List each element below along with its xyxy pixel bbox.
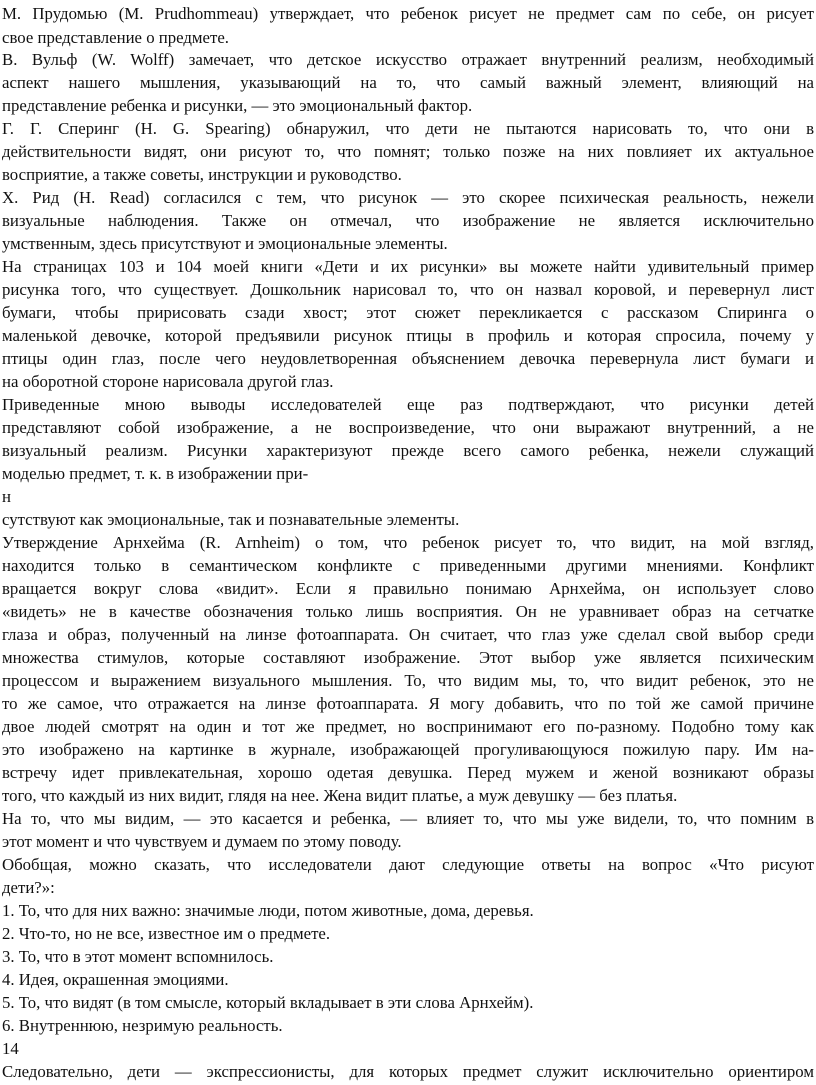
text-line: Следовательно, дети — экспрессионисты, для которых предмет служит исключительно ориентиром xyxy=(2,1062,814,1081)
text-line: двое людей смотрят на один и тот же предмет, но воспринимают его по-разному. Подобно тому как xyxy=(2,717,814,736)
text-line: «видеть» не в качестве обозначения только лишь восприятия. Он не уравнивает образ на сетчатке xyxy=(2,602,814,621)
text-line: представление ребенка и рисунки, — это эмоциональный фактор. xyxy=(2,96,473,115)
list-item: 6. Внутреннюю, незримую реальность. xyxy=(2,1016,283,1035)
text-line: множества стимулов, которые составляют изображение. Этот выбор уже является психическим xyxy=(2,648,814,667)
text-line: того, что каждый из них видит, глядя на нее. Жена видит платье, а муж девушку — без платья. xyxy=(2,786,678,805)
text-line: действительности видят, они рисуют то, что помнят; только позже на них повлияет их актуальное xyxy=(2,142,814,161)
text-line: бумаги, чтобы пририсовать сзади хвост; этот сюжет перекликается с рассказом Спиринга о xyxy=(2,303,814,322)
text-line: встречу идет привлекательная, хорошо одетая девушка. Перед мужем и женой возникают образы xyxy=(2,763,814,782)
text-line: Г. Г. Сперинг (H. G. Spearing) обнаружил, что дети не пытаются нарисовать то, что они в xyxy=(2,119,814,138)
page-number: 14 xyxy=(2,1039,19,1058)
text-line: процессом и выражением визуального мышления. То, что видим мы, то, что видит ребенок, это не xyxy=(2,671,814,690)
text-line: глаза и образ, полученный на линзе фотоаппарата. Он считает, что глаз уже сделал свой выбор среди xyxy=(2,625,814,644)
list-item: 4. Идея, окрашенная эмоциями. xyxy=(2,970,229,989)
text-line: визуальные наблюдения. Также он отмечал, что изображение не является исключительно xyxy=(2,211,814,230)
list-item: 5. То, что видят (в том смысле, который вкладывает в эти слова Арнхейм). xyxy=(2,993,534,1012)
text-line: М. Прудомью (М. Prudhommeau) утверждает, что ребенок рисует не предмет сам по себе, он рисует xyxy=(2,4,814,23)
list-item: 1. То, что для них важно: значимые люди, потом животные, дома, деревья. xyxy=(2,901,534,920)
text-line: на оборотной стороне нарисовала другой глаз. xyxy=(2,372,334,391)
list-item: 2. Что-то, но не все, известное им о предмете. xyxy=(2,924,331,943)
text-line: рисунка того, что существует. Дошкольник нарисовал то, что он назвал коровой, и перевернул лист xyxy=(2,280,814,299)
text-line: В. Вульф (W. Wolff) замечает, что детское искусство отражает внутренний реализм, необходимый xyxy=(2,50,814,69)
text-line: восприятие, а также советы, инструкции и руководство. xyxy=(2,165,402,184)
text-line: сутствуют как эмоциональные, так и познавательные элементы. xyxy=(2,510,460,529)
text-line: Приведенные мною выводы исследователей еще раз подтверждают, что рисунки детей xyxy=(2,395,814,414)
list-item: 3. То, что в этот момент вспомнилось. xyxy=(2,947,274,966)
text-line: На то, что мы видим, — это касается и ребенка, — влияет то, что мы уже видели, то, что помним в xyxy=(2,809,814,828)
text-line: этот момент и что чувствуем и думаем по этому поводу. xyxy=(2,832,402,851)
text-line: Утверждение Арнхейма (R. Arnheim) о том, что ребенок рисует то, что видит, на мой взгляд, xyxy=(2,533,814,552)
text-line: моделью предмет, т. к. в изображении при- xyxy=(2,464,309,483)
text-line: умственным, здесь присутствуют и эмоциональные элементы. xyxy=(2,234,448,253)
text-line: это изображено на картинке в журнале, изображающей прогуливающуюся пожилую пару. Им на- xyxy=(2,740,814,759)
text-line: На страницах 103 и 104 моей книги «Дети и их рисунки» вы можете найти удивительный пример xyxy=(2,257,814,276)
text-line: то же самое, что отражается на линзе фотоаппарата. Я могу добавить, что по той же самой причине xyxy=(2,694,814,713)
text-line: свое представление о предмете. xyxy=(2,28,229,47)
text-line: представляют собой изображение, а не воспроизведение, что они выражают внутренний, а не xyxy=(2,418,814,437)
text-line: дети?»: xyxy=(2,878,55,897)
text-line: X. Рид (H. Read) согласился с тем, что рисунок — это скорее психическая реальность, нежели xyxy=(2,188,814,207)
text-line: визуальный реализм. Рисунки характеризуют прежде всего самого ребенка, нежели служащий xyxy=(2,441,814,460)
text-line: н xyxy=(2,487,11,506)
text-line: маленькой девочке, которой предъявили рисунок птицы в профиль и которая спросила, почему у xyxy=(2,326,814,345)
text-line: вращается вокруг слова «видит». Если я правильно понимаю Арнхейма, он использует слово xyxy=(2,579,814,598)
text-line: находится только в семантическом конфликте с приведенными другими мнениями. Конфликт xyxy=(2,556,814,575)
text-line: аспект нашего мышления, указывающий на то, что самый важный элемент, влияющий на xyxy=(2,73,814,92)
text-line: Обобщая, можно сказать, что исследователи дают следующие ответы на вопрос «Что рисуют xyxy=(2,855,814,874)
text-line: птицы один глаз, после чего неудовлетворенная объяснением девочка перевернула лист бумаги и xyxy=(2,349,814,368)
